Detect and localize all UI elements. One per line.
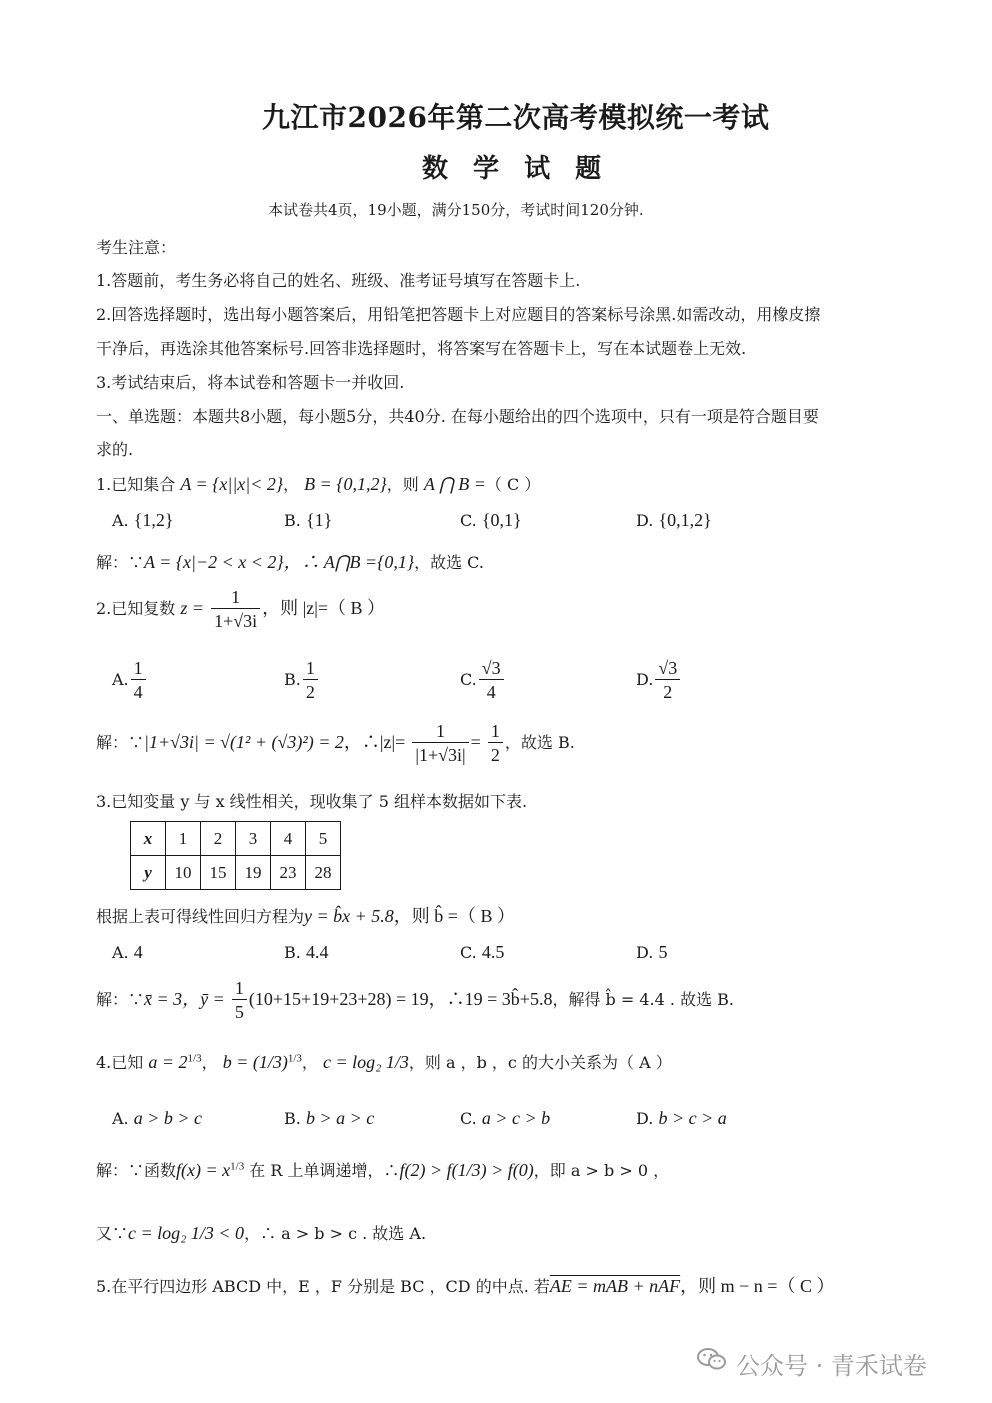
q3-data-table (130, 821, 341, 890)
section-heading: 一、单选题：本题共8小题，每小题5分，共40分. 在每小题给出的四个选项中，只有一项是符合题目要 (96, 407, 819, 426)
table-row (131, 822, 341, 856)
solution-fraction (232, 977, 247, 1024)
option-value: 4.4 (305, 942, 329, 962)
q3-option-a (112, 942, 143, 963)
q4-option-d (636, 1108, 727, 1129)
option-value: a > c > b (481, 1108, 551, 1128)
option-value: {0,1} (481, 510, 522, 530)
q4-a-def: a = 2 (148, 1052, 188, 1072)
section-heading-cont: 求的. (96, 440, 134, 459)
subject-title: 数 学 试 题 (422, 154, 610, 184)
q3-stem2 (96, 902, 515, 928)
option-value: b > a > c (305, 1108, 375, 1128)
notice-item: 3.考试结束后，将本试卷和答题卡一并收回. (96, 373, 405, 392)
q2-ask: ，则 |z|=（ B ） (262, 598, 386, 618)
q1-solution (96, 548, 484, 574)
option-value: b > c > a (658, 1108, 727, 1128)
option-label: B. (284, 511, 301, 530)
fraction-denominator: 5 (232, 999, 247, 1024)
q4-b-exponent: 1/3 (287, 1052, 302, 1065)
solution-suffix: ，故选 B. (504, 733, 575, 752)
option-fraction (655, 657, 680, 704)
q4-option-c (460, 1108, 550, 1129)
q4-option-a (112, 1108, 202, 1129)
table-cell: 23 (271, 856, 306, 890)
solution-prefix: 又∵ (96, 1224, 129, 1243)
solution-exponent: 1/3 (230, 1160, 245, 1173)
exam-meta: 本试卷共4页，19小题，满分150分，考试时间120分钟. (268, 201, 644, 219)
option-label: C. (460, 670, 477, 689)
option-label: A. (112, 943, 129, 962)
option-label: C. (460, 943, 477, 962)
solution-fraction (488, 720, 503, 767)
q1-sep: ， (283, 475, 300, 494)
question-1-stem (96, 472, 540, 495)
question-3-stem: 3.已知变量 y 与 x 线性相关，现收集了 5 组样本数据如下表. (96, 792, 528, 811)
q3-option-b (284, 942, 328, 963)
fraction-denominator: 2 (303, 679, 318, 704)
option-label: D. (636, 670, 654, 689)
q4-option-b (284, 1108, 374, 1129)
fraction-numerator: 1 (435, 721, 445, 741)
q1-answer: （ C ） (485, 475, 541, 494)
table-cell: 4 (271, 822, 306, 856)
option-label: A. (112, 511, 129, 530)
solution-math: |1+√3i| = √(1² + (√3)²) = 2 (144, 732, 344, 752)
option-value: a > b > c (133, 1108, 203, 1128)
fraction-numerator: √3 (658, 658, 678, 678)
q2-option-d (636, 657, 682, 704)
q4-stem: 4.已知 (96, 1053, 144, 1072)
q2-option-c (460, 657, 506, 704)
question-4-stem: 4.已知 $a = 2^{1/3}$， $b = (1/3)^{1/3}$， c = log₂ 1/3，则 a ，b ，c 的大小关系为（ A ） (96, 1052, 672, 1072)
option-fraction (479, 657, 504, 704)
notice-item: 2.回答选择题时，选出每小题答案后，用铅笔把答题卡上对应题目的答案标号涂黑.如需改动，用橡皮擦 (96, 305, 821, 324)
fraction-denominator: |1+√3i| (412, 742, 468, 767)
table-row (131, 856, 341, 890)
option-value: {1,2} (133, 510, 174, 530)
solution-math: f(x) = x (176, 1160, 231, 1180)
option-label: A. (112, 670, 129, 689)
table-header-x: x (131, 822, 166, 856)
wechat-icon (697, 1347, 727, 1371)
q1-option-a (112, 510, 174, 531)
fraction-denominator: 4 (479, 679, 504, 704)
solution-prefix: 解：∵ (96, 553, 145, 572)
option-value: {0,1,2} (658, 510, 712, 530)
q3-option-c (460, 942, 504, 963)
q4-a-exponent: 1/3 (187, 1052, 202, 1065)
q2-option-b (284, 657, 320, 704)
q1-option-d (636, 510, 712, 531)
q2-z: z = (180, 598, 205, 618)
option-label: D. (636, 943, 654, 962)
option-label: D. (636, 511, 654, 530)
option-value: {1} (305, 510, 333, 530)
solution-math: (10+15+19+23+28) = 19，∴19 = 3b̂+5.8 (248, 989, 553, 1009)
table-cell: 10 (166, 856, 201, 890)
fraction-numerator: √3 (481, 658, 501, 678)
solution-suffix: ，∴ a > b > c . 故选 A. (244, 1224, 427, 1243)
q2-solution (96, 720, 575, 767)
table-cell: 28 (306, 856, 341, 890)
table-cell: 2 (201, 822, 236, 856)
option-value: 4 (133, 942, 143, 962)
fraction-denominator: 4 (131, 679, 146, 704)
question-5-stem (96, 1272, 834, 1298)
table-cell: 19 (236, 856, 271, 890)
q2-option-a (112, 657, 148, 704)
fraction-numerator: 1 (234, 978, 244, 998)
q5-stem: 5.在平行四边形 ABCD 中，E ，F 分别是 BC ，CD 的中点. 若 (96, 1277, 550, 1296)
option-label: D. (636, 1109, 654, 1128)
q3-solution (96, 977, 734, 1024)
option-fraction (131, 657, 146, 704)
q2-fraction (211, 586, 260, 633)
table-cell: 5 (306, 822, 341, 856)
q4-solution-line-1 (96, 1158, 669, 1181)
fraction-denominator: 1+√3i (211, 608, 260, 633)
q1-option-c (460, 510, 522, 531)
option-label: B. (284, 670, 301, 689)
equals-sign: = (470, 732, 481, 752)
q1-stem-a: 1.已知集合 (96, 475, 176, 494)
q1-set-a: A = {x||x|< 2} (180, 474, 284, 494)
option-label: A. (112, 1109, 129, 1128)
q1-stem-b: ，则 (386, 475, 419, 494)
q3-option-d (636, 942, 667, 963)
solution-text: ，∴|z|= (343, 732, 406, 752)
option-value: 5 (658, 942, 668, 962)
option-value: 4.5 (481, 942, 505, 962)
solution-suffix: ，故选 C. (414, 553, 484, 572)
solution-text: 在 R 上单调递增，∴ (249, 1161, 400, 1180)
notice-item: 干净后，再选涂其他答案标号.回答非选择题时，将答案写在答题卡上，写在本试题卷上无效. (96, 339, 747, 358)
q4-solution-line-2 (96, 1221, 426, 1244)
notice-item: 1.答题前，考生务必将自己的姓名、班级、准考证号填写在答题卡上. (96, 271, 581, 290)
fraction-numerator: 1 (133, 658, 143, 678)
solution-prefix: 解：∵ (96, 733, 145, 752)
solution-math: c = log₂ 1/3 < 0 (128, 1223, 245, 1243)
solution-suffix: ，即 a > b > 0 ， (533, 1161, 670, 1180)
q4-ask: ，则 a ，b ，c 的大小关系为（ A ） (408, 1053, 672, 1072)
option-label: C. (460, 511, 477, 530)
solution-math: x̄ = 3，ȳ = (144, 989, 225, 1009)
fraction-numerator: 1 (305, 658, 315, 678)
option-fraction (303, 657, 318, 704)
question-2-stem (96, 586, 385, 633)
q1-set-b: B = {0,1,2} (304, 474, 387, 494)
q4-c-def: c = log₂ 1/3 (322, 1052, 409, 1072)
table-header-y: y (131, 856, 166, 890)
notice-heading: 考生注意： (96, 238, 177, 257)
exam-title: 九江市2026年第二次高考模拟统一考试 (262, 101, 770, 134)
q3-ask: ，则 b̂ =（ B ） (393, 906, 515, 926)
table-cell: 15 (201, 856, 236, 890)
solution-math: A = {x|−2 < x < 2}，∴ A⋂B ={0,1} (144, 552, 415, 572)
q4-b-def: b = (1/3) (222, 1052, 288, 1072)
solution-prefix: 解：∵函数 (96, 1161, 177, 1180)
q3-stem2-text: 根据上表可得线性回归方程为 (96, 907, 305, 926)
option-label: B. (284, 1109, 301, 1128)
fraction-denominator: 2 (655, 679, 680, 704)
q1-expr: A ⋂ B = (423, 474, 486, 494)
q1-option-b (284, 510, 332, 531)
option-label: B. (284, 943, 301, 962)
solution-prefix: 解：∵ (96, 990, 145, 1009)
table-cell: 3 (236, 822, 271, 856)
q3-equation: y = b̂x + 5.8 (304, 906, 394, 926)
solution-suffix: ，解得 b̂ = 4.4 . 故选 B. (552, 990, 734, 1009)
table-cell: 1 (166, 822, 201, 856)
q2-stem: 2.已知复数 (96, 599, 176, 618)
fraction-numerator: 1 (490, 721, 500, 741)
q5-vector-equation: AE = mAB + nAF (549, 1276, 681, 1296)
watermark-text: 公众号 · 青禾试卷 (736, 1352, 927, 1380)
solution-math: f(2) > f(1/3) > f(0) (399, 1160, 534, 1180)
solution-fraction (412, 720, 468, 767)
fraction-denominator: 2 (488, 742, 503, 767)
fraction-numerator: 1 (231, 587, 241, 607)
q5-ask: ，则 m − n =（ C ） (680, 1276, 835, 1296)
option-label: C. (460, 1109, 477, 1128)
